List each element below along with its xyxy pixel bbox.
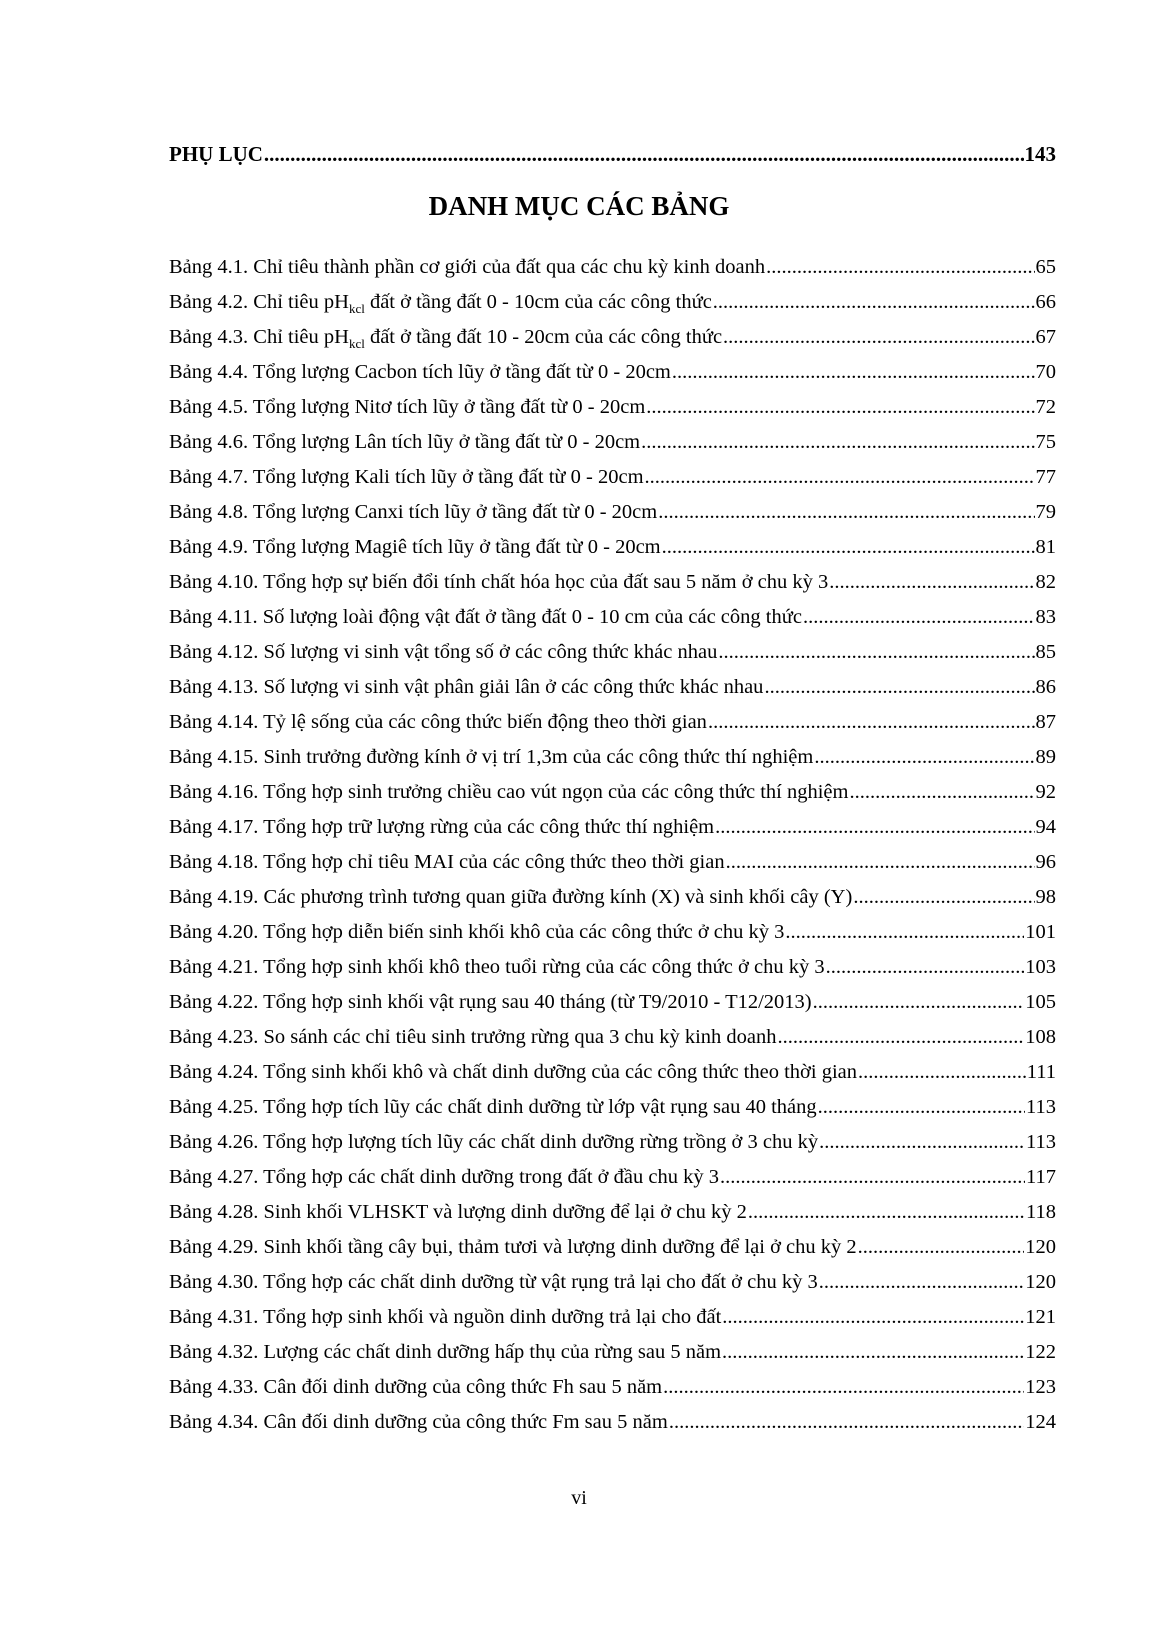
toc-entry-label — [169, 565, 828, 599]
toc-entry-page: 83 — [1035, 606, 1056, 628]
toc-entry[interactable] — [169, 1055, 1056, 1089]
toc-entry[interactable] — [169, 320, 1056, 354]
dot-leader — [849, 775, 1034, 809]
toc-entry[interactable] — [169, 705, 1056, 739]
toc-entry-label — [169, 1020, 777, 1054]
toc-entry-label-text: đất ở tầng đất 0 - 10cm của các công thức — [364, 291, 712, 313]
toc-entry-page: 122 — [1025, 1341, 1056, 1363]
toc-entry-label-text: Bảng 4.14. Tỷ lệ sống của các công thức biến động theo thời gian — [169, 711, 707, 733]
toc-entry[interactable] — [169, 985, 1056, 1019]
toc-entry-label-text: đất ở tầng đất 10 - 20cm của các công thức — [364, 326, 723, 348]
toc-entry-label — [169, 1405, 668, 1439]
toc-entry[interactable] — [169, 250, 1056, 284]
dot-leader — [264, 137, 1024, 171]
dot-leader — [726, 845, 1035, 879]
toc-entry-page: 87 — [1035, 711, 1056, 733]
toc-entry[interactable] — [169, 1335, 1056, 1369]
dot-leader — [829, 565, 1034, 599]
toc-entry[interactable] — [169, 600, 1056, 634]
toc-entry[interactable] — [169, 740, 1056, 774]
toc-entry-page: 108 — [1025, 1026, 1056, 1048]
toc-entry-page: 70 — [1035, 361, 1056, 383]
toc-entry-label — [169, 355, 671, 389]
toc-entry-label-text: Bảng 4.16. Tổng hợp sinh trưởng chiều cao vút ngọn của các công thức thí nghiệm — [169, 781, 849, 803]
toc-entry[interactable] — [169, 880, 1056, 914]
toc-entry-page: 65 — [1035, 256, 1056, 278]
toc-entry-label-text: Bảng 4.3. Chỉ tiêu pH — [169, 326, 349, 348]
toc-entry-label — [169, 880, 852, 914]
toc-entry-label-text: Bảng 4.13. Số lượng vi sinh vật phân giải lân ở các công thức khác nhau — [169, 676, 764, 698]
toc-entry[interactable] — [169, 810, 1056, 844]
toc-entry-label — [169, 1125, 818, 1159]
dot-leader — [646, 390, 1034, 424]
toc-entry[interactable] — [169, 1370, 1056, 1404]
toc-entry-label-text: Bảng 4.25. Tổng hợp tích lũy các chất dinh dưỡng từ lớp vật rụng sau 40 tháng — [169, 1096, 817, 1118]
toc-entry-page: 105 — [1025, 991, 1056, 1013]
toc-entry-label-text: Bảng 4.32. Lượng các chất dinh dưỡng hấp thụ của rừng sau 5 năm — [169, 1341, 722, 1363]
dot-leader — [722, 1335, 1024, 1369]
toc-entry-page: 111 — [1026, 1061, 1056, 1083]
toc-entry-label — [169, 705, 707, 739]
toc-entry-label-text: Bảng 4.24. Tổng sinh khối khô và chất dinh dưỡng của các công thức theo thời gian — [169, 1061, 858, 1083]
section-title: DANH MỤC CÁC BẢNG — [428, 191, 730, 221]
toc-entry-page: 124 — [1025, 1411, 1056, 1433]
toc-entry-label-text: Bảng 4.28. Sinh khối VLHSKT và lượng dinh dưỡng để lại ở chu kỳ 2 — [169, 1201, 747, 1223]
toc-entry-label — [169, 1335, 721, 1369]
dot-leader — [819, 1265, 1025, 1299]
toc-entry-page: 103 — [1025, 956, 1056, 978]
toc-entry[interactable] — [169, 1230, 1056, 1264]
toc-entry-label — [169, 320, 722, 354]
toc-entry-page: 98 — [1035, 886, 1056, 908]
toc-entry-page: 117 — [1026, 1166, 1056, 1188]
dot-leader — [819, 1125, 1025, 1159]
dot-leader — [662, 530, 1035, 564]
dot-leader — [826, 950, 1025, 984]
toc-entry[interactable] — [169, 1020, 1056, 1054]
toc-entry-label — [169, 425, 640, 459]
toc-entry-page: 77 — [1035, 466, 1056, 488]
toc-entry[interactable] — [169, 1125, 1056, 1159]
dot-leader — [858, 1055, 1026, 1089]
dot-leader — [853, 880, 1034, 914]
toc-entry[interactable] — [169, 670, 1056, 704]
toc-entry-subscript: kcl — [348, 336, 365, 352]
toc-entry-label — [169, 670, 763, 704]
toc-entry[interactable] — [169, 285, 1056, 319]
toc-entry-page: 101 — [1025, 921, 1056, 943]
toc-entry-page: 120 — [1025, 1271, 1056, 1293]
toc-entry-label-text: Bảng 4.7. Tổng lượng Kali tích lũy ở tầng đất từ 0 - 20cm — [169, 466, 644, 488]
toc-entry-label-text: Bảng 4.23. So sánh các chỉ tiêu sinh trưởng rừng qua 3 chu kỳ kinh doanh — [169, 1026, 777, 1048]
toc-entry-page: 113 — [1026, 1131, 1056, 1153]
toc-entry-label — [169, 810, 714, 844]
toc-entry-label — [169, 740, 813, 774]
toc-entry-label — [169, 635, 717, 669]
toc-entry-label — [169, 1230, 857, 1264]
toc-entry-label — [169, 1265, 818, 1299]
dot-leader — [718, 635, 1034, 669]
toc-entry-page: 113 — [1026, 1096, 1056, 1118]
toc-entry-label — [169, 600, 802, 634]
toc-entry-page: 72 — [1035, 396, 1056, 418]
toc-entry-label-text: Bảng 4.19. Các phương trình tương quan giữa đường kính (X) và sinh khối cây (Y) — [169, 886, 853, 908]
dot-leader — [764, 670, 1034, 704]
toc-entry-label-text: Bảng 4.6. Tổng lượng Lân tích lũy ở tầng đất từ 0 - 20cm — [169, 431, 641, 453]
dot-leader — [713, 285, 1035, 319]
dot-leader — [715, 810, 1034, 844]
toc-entry-label-text: Bảng 4.20. Tổng hợp diễn biến sinh khối khô của các công thức ở chu kỳ 3 — [169, 921, 785, 943]
toc-entry-label — [169, 845, 725, 879]
toc-entry-page: 123 — [1025, 1376, 1056, 1398]
dot-leader — [785, 915, 1024, 949]
toc-entry-page: 79 — [1035, 501, 1056, 523]
toc-entry-page: 66 — [1035, 291, 1056, 313]
toc-entry-label-text: Bảng 4.12. Số lượng vi sinh vật tổng số ở các công thức khác nhau — [169, 641, 718, 663]
toc-entry[interactable] — [169, 845, 1056, 879]
toc-entry[interactable] — [169, 1300, 1056, 1334]
page-number: vi — [571, 1487, 587, 1509]
toc-entry-page: 67 — [1035, 326, 1056, 348]
toc-entry-label-text: Bảng 4.29. Sinh khối tầng cây bụi, thảm tươi và lượng dinh dưỡng để lại ở chu kỳ 2 — [169, 1236, 857, 1258]
toc-entry-subscript: kcl — [348, 301, 365, 317]
toc-entry-page: 92 — [1035, 781, 1056, 803]
toc-entry-label-text: Bảng 4.22. Tổng hợp sinh khối vật rụng sau 40 tháng (từ T9/2010 - T12/2013) — [169, 991, 812, 1013]
toc-entry[interactable] — [169, 530, 1056, 564]
dot-leader — [722, 1300, 1024, 1334]
toc-entry-label-text: Bảng 4.34. Cân đối dinh dưỡng của công thức Fm sau 5 năm — [169, 1411, 668, 1433]
toc-entry-label-text: Bảng 4.2. Chỉ tiêu pH — [169, 291, 349, 313]
dot-leader — [858, 1230, 1025, 1264]
toc-entry-label — [169, 1090, 817, 1124]
toc-entry-label-text: Bảng 4.9. Tổng lượng Magiê tích lũy ở tầng đất từ 0 - 20cm — [169, 536, 661, 558]
toc-entry-label-text: Bảng 4.18. Tổng hợp chỉ tiêu MAI của các công thức theo thời gian — [169, 851, 725, 873]
toc-entry[interactable] — [169, 1090, 1056, 1124]
toc-entry-label — [169, 985, 812, 1019]
toc-entry-label — [169, 1055, 857, 1089]
dot-leader — [672, 355, 1035, 389]
toc-entry[interactable] — [169, 950, 1056, 984]
toc-entry-label — [169, 950, 825, 984]
toc-entry[interactable] — [169, 495, 1056, 529]
toc-entry-page: 118 — [1026, 1201, 1056, 1223]
toc-entry-label — [169, 1160, 719, 1194]
toc-entry[interactable] — [169, 1160, 1056, 1194]
toc-entry-label-text: Bảng 4.30. Tổng hợp các chất dinh dưỡng từ vật rụng trả lại cho đất ở chu kỳ 3 — [169, 1271, 818, 1293]
toc-entry-label-text: Bảng 4.26. Tổng hợp lượng tích lũy các chất dinh dưỡng rừng trồng ở 3 chu kỳ — [169, 1131, 819, 1153]
toc-entry-label-text: Bảng 4.4. Tổng lượng Cacbon tích lũy ở tầng đất từ 0 - 20cm — [169, 361, 671, 383]
toc-entry-label-text: Bảng 4.15. Sinh trưởng đường kính ở vị trí 1,3m của các công thức thí nghiệm — [169, 746, 814, 768]
toc-entry-label — [169, 775, 848, 809]
toc-entry-label-text: Bảng 4.11. Số lượng loài động vật đất ở tầng đất 0 - 10 cm của các công thức — [169, 606, 802, 628]
toc-entry[interactable] — [169, 635, 1056, 669]
toc-entry-page: 75 — [1035, 431, 1056, 453]
toc-entry-label — [169, 530, 661, 564]
toc-entry-page: 121 — [1025, 1306, 1056, 1328]
dot-leader — [813, 985, 1025, 1019]
toc-entry-page: 85 — [1035, 641, 1056, 663]
toc-entry-label-text: Bảng 4.21. Tổng hợp sinh khối khô theo tuổi rừng của các công thức ở chu kỳ 3 — [169, 956, 825, 978]
toc-entry-label-text: Bảng 4.17. Tổng hợp trữ lượng rừng của các công thức thí nghiệm — [169, 816, 715, 838]
toc-entry-label-text: Bảng 4.1. Chỉ tiêu thành phần cơ giới của đất qua các chu kỳ kinh doanh — [169, 256, 766, 278]
toc-entry[interactable] — [169, 355, 1056, 389]
toc-entry-page: 82 — [1035, 571, 1056, 593]
toc-entry-label — [169, 495, 657, 529]
toc-entry-label-text: Bảng 4.33. Cân đối dinh dưỡng của công thức Fh sau 5 năm — [169, 1376, 663, 1398]
toc-entry-page: 86 — [1035, 676, 1056, 698]
toc-entry-label — [169, 915, 784, 949]
toc-entry-page: 96 — [1035, 851, 1056, 873]
toc-entry-page: 143 — [1024, 142, 1056, 166]
toc-entry-label-text: Bảng 4.10. Tổng hợp sự biến đổi tính chất hóa học của đất sau 5 năm ở chu kỳ 3 — [169, 571, 829, 593]
toc-entry-label-text: Bảng 4.27. Tổng hợp các chất dinh dưỡng trong đất ở đầu chu kỳ 3 — [169, 1166, 719, 1188]
dot-leader — [814, 740, 1034, 774]
toc-entry[interactable] — [169, 565, 1056, 599]
dot-leader — [641, 425, 1034, 459]
toc-entry-page: 81 — [1035, 536, 1056, 558]
dot-leader — [720, 1160, 1025, 1194]
toc-entry[interactable] — [169, 1405, 1056, 1439]
toc-entry-appendix[interactable] — [169, 137, 1056, 171]
dot-leader — [723, 320, 1034, 354]
toc-entry-label — [169, 1370, 662, 1404]
toc-entry[interactable] — [169, 460, 1056, 494]
toc-entry-page: 89 — [1035, 746, 1056, 768]
dot-leader — [658, 495, 1034, 529]
toc-entry-label — [169, 250, 765, 284]
toc-entry-page: 120 — [1025, 1236, 1056, 1258]
dot-leader — [766, 250, 1034, 284]
toc-entry[interactable] — [169, 915, 1056, 949]
toc-entry-label-text: Bảng 4.31. Tổng hợp sinh khối và nguồn dinh dưỡng trả lại cho đất — [169, 1306, 722, 1328]
toc-entry-page: 94 — [1035, 816, 1056, 838]
toc-entry-label — [169, 1195, 747, 1229]
toc-entry[interactable] — [169, 1265, 1056, 1299]
toc-entry-label: PHỤ LỤC — [169, 142, 263, 166]
toc-entry[interactable] — [169, 390, 1056, 424]
dot-leader — [748, 1195, 1025, 1229]
dot-leader — [669, 1405, 1024, 1439]
dot-leader — [818, 1090, 1025, 1124]
dot-leader — [663, 1370, 1024, 1404]
dot-leader — [708, 705, 1035, 739]
toc-entry[interactable] — [169, 1195, 1056, 1229]
toc-entry-label — [169, 460, 644, 494]
toc-entry[interactable] — [169, 425, 1056, 459]
toc-entry-label-text: Bảng 4.8. Tổng lượng Canxi tích lũy ở tầng đất từ 0 - 20cm — [169, 501, 658, 523]
toc-entry-label — [169, 285, 712, 319]
toc-entry-label — [169, 1300, 721, 1334]
toc-entry-label — [169, 390, 645, 424]
toc-entry-label-text: Bảng 4.5. Tổng lượng Nitơ tích lũy ở tầng đất từ 0 - 20cm — [169, 396, 646, 418]
dot-leader — [803, 600, 1035, 634]
dot-leader — [778, 1020, 1025, 1054]
toc-entry[interactable] — [169, 775, 1056, 809]
dot-leader — [645, 460, 1035, 494]
